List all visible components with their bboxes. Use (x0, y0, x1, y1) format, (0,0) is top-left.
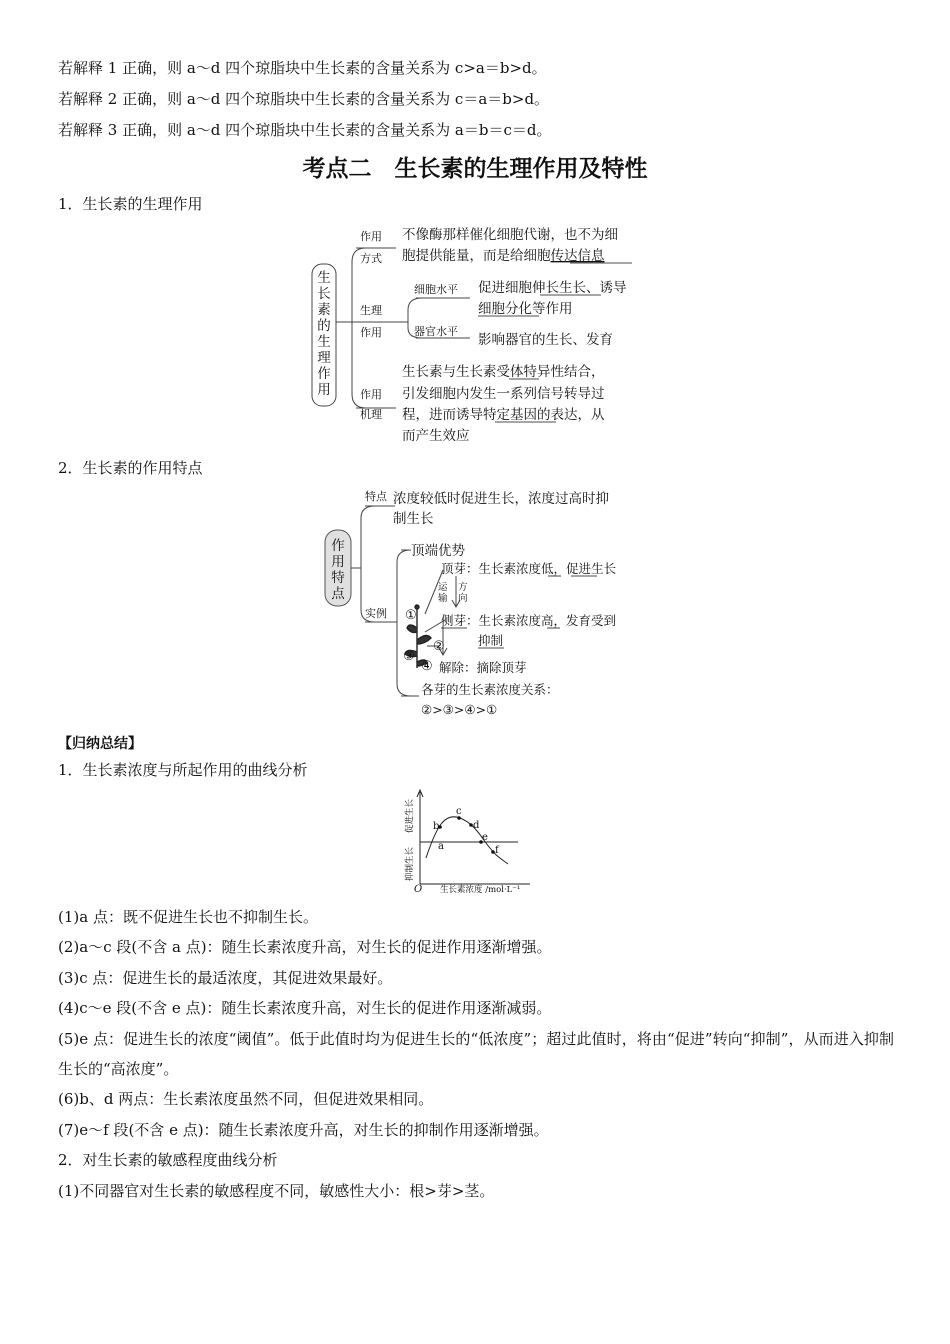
svg-text:的: 的 (317, 318, 331, 334)
x-axis-label: 生长素浓度 /mol·L⁻¹ (440, 885, 521, 895)
svg-text:点: 点 (331, 586, 345, 602)
svg-text:用: 用 (331, 554, 345, 570)
relation-text-1: 各芽的生长素浓度关系： (421, 682, 559, 697)
organ-text: 影响器官的生长、发育 (478, 332, 613, 348)
organ-level-label: 器官水平 (414, 325, 458, 338)
label-d: d (473, 820, 480, 831)
label-c: c (456, 806, 462, 817)
sensitivity-text: (1)不同器官对生长素的敏感程度不同，敏感性大小：根>芽>茎。 (58, 1182, 495, 1200)
mode-label-2: 方式 (360, 252, 382, 265)
side-bud-text: 侧芽：生长素浓度高，发育受到 (441, 613, 617, 628)
summary-heading: 【归纳总结】 (58, 736, 142, 752)
mode-text-1: 不像酶那样催化细胞代谢，也不为细 (402, 227, 618, 243)
feature-text-2: 制生长 (393, 511, 434, 527)
analysis-4: (4)c～e 段(不含 e 点)：随生长素浓度升高，对生长的促进作用逐渐减弱。 (58, 999, 552, 1017)
y-axis-label-down: 抑制生长 (405, 846, 415, 882)
transport-label-4: 向 (458, 593, 468, 604)
root-label (331, 538, 345, 602)
mode-label: 作用 (360, 230, 382, 243)
analysis-2: (2)a～c 段(不含 a 点)：随生长素浓度升高，对生长的促进作用逐渐增强。 (58, 938, 552, 956)
marker-2: ② (433, 639, 445, 654)
analysis-3: (3)c 点：促进生长的最适浓度，其促进效果最好。 (58, 969, 393, 987)
analysis-1: (1)a 点：既不促进生长也不抑制生长。 (58, 908, 318, 926)
svg-text:用: 用 (317, 382, 331, 398)
y-axis-label-up: 促进生长 (405, 798, 415, 834)
item1-heading: 1．生长素的生理作用 (58, 195, 203, 213)
remove-text: 解除：摘除顶芽 (439, 660, 527, 675)
section-title: 考点二 生长素的生理作用及特性 (302, 156, 648, 182)
diagram-physiological-function (300, 218, 660, 450)
apical-dominance: 顶端优势 (411, 543, 465, 559)
marker-1: ① (405, 608, 417, 623)
cell-level-label: 细胞水平 (414, 283, 458, 296)
effect-label-2: 作用 (360, 326, 382, 339)
svg-text:素: 素 (317, 302, 331, 318)
svg-text:生: 生 (317, 334, 331, 350)
mech-text-3: 程，进而诱导特定基因的表达，从 (402, 407, 605, 423)
label-e: e (482, 832, 488, 843)
text-line-2: 若解释 2 正确，则 a～d 四个琼脂块中生长素的含量关系为 c＝a＝b>d。 (58, 90, 550, 108)
transport-label-3: 方 (458, 582, 468, 593)
root-label (317, 269, 331, 398)
analysis-7: (7)e～f 段(不含 e 点)：随生长素浓度升高，对生长的抑制作用逐渐增强。 (58, 1121, 549, 1139)
svg-text:理: 理 (317, 350, 331, 366)
mode-text-2: 胞提供能量，而是给细胞传达信息 (402, 248, 605, 264)
mechanism-label-2: 机理 (360, 408, 382, 421)
mech-text-1: 生长素与生长素受体特异性结合， (402, 364, 605, 380)
effect-label: 生理 (360, 304, 382, 317)
example-label: 实例 (365, 607, 387, 620)
cell-text-2: 细胞分化等作用 (478, 301, 573, 317)
label-a: a (438, 841, 444, 852)
item2-heading: 2．生长素的作用特点 (58, 459, 203, 477)
label-b: b (433, 821, 440, 832)
svg-text:长: 长 (317, 286, 331, 302)
feature-text-1: 浓度较低时促进生长，浓度过高时抑 (393, 491, 609, 507)
diagram-action-features (315, 486, 635, 720)
svg-text:作: 作 (317, 366, 331, 382)
transport-label-2: 输 (438, 593, 448, 604)
svg-text:特: 特 (331, 570, 345, 586)
text-line-1: 若解释 1 正确，则 a～d 四个琼脂块中生长素的含量关系为 c>a＝b>d。 (58, 59, 547, 77)
transport-label: 运 (438, 582, 448, 593)
side-bud-inhibit: 抑制 (478, 633, 504, 648)
mech-text-2: 引发细胞内发生一系列信号转导过 (402, 386, 605, 402)
text-line-3: 若解释 3 正确，则 a～d 四个琼脂块中生长素的含量关系为 a＝b＝c＝d。 (58, 121, 552, 139)
relation-text-2: ②>③>④>① (421, 702, 498, 717)
mech-text-4: 而产生效应 (402, 428, 470, 444)
svg-text:生: 生 (317, 270, 331, 286)
marker-3: ③ (403, 649, 415, 664)
analysis-5: (5)e 点：促进生长的浓度“阈值”。低于此值时均为促进生长的“低浓度”；超过此值时，将由“促进”转向“抑制”，从而进入抑制生长的“高浓度”。 (58, 1030, 894, 1078)
summary-item2: 2．对生长素的敏感程度曲线分析 (58, 1151, 278, 1169)
top-bud-text: 顶芽：生长素浓度低，促进生长 (441, 561, 617, 576)
mechanism-label: 作用 (360, 388, 382, 401)
analysis-6: (6)b、d 两点：生长素浓度虽然不同，但促进效果相同。 (58, 1090, 434, 1108)
marker-4: ④ (421, 659, 433, 674)
cell-text-1: 促进细胞伸长生长、诱导 (478, 280, 627, 296)
label-f: f (495, 845, 499, 856)
origin-label: O (414, 884, 423, 895)
concentration-curve (400, 786, 550, 898)
feature-label: 特点 (365, 490, 387, 503)
svg-text:作: 作 (331, 538, 345, 554)
summary-item1: 1．生长素浓度与所起作用的曲线分析 (58, 761, 308, 779)
